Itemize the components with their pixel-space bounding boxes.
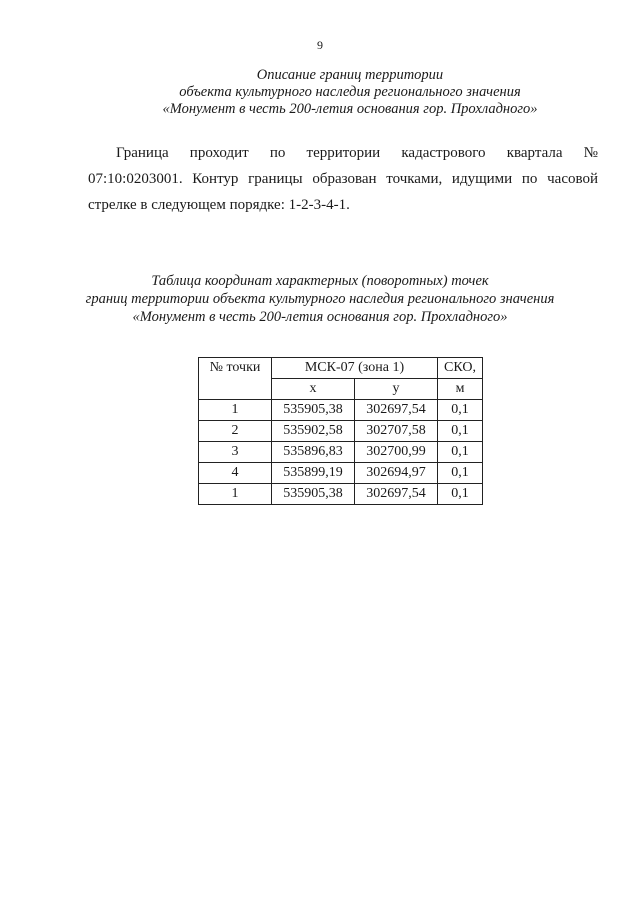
cell-y: 302694,97 — [355, 463, 438, 484]
table-row — [199, 421, 483, 442]
title-line-2: объекта культурного наследия регионального значения — [179, 84, 521, 100]
header-y: y — [355, 379, 438, 400]
cell-point: 4 — [199, 463, 272, 484]
table-row — [199, 484, 483, 505]
cell-point: 1 — [199, 400, 272, 421]
table-title-line-1: Таблица координат характерных (поворотных) точек — [151, 273, 489, 289]
cell-sko: 0,1 — [438, 484, 483, 505]
description-line-2: 07:10:0203001. Контур границы образован точками, идущими по часовой — [88, 171, 598, 187]
coordinates-table — [198, 357, 483, 505]
cell-sko: 0,1 — [438, 463, 483, 484]
cell-x: 535905,38 — [272, 484, 355, 505]
header-x: x — [272, 379, 355, 400]
page-number: 9 — [317, 38, 323, 52]
cell-sko: 0,1 — [438, 421, 483, 442]
cell-y: 302697,54 — [355, 484, 438, 505]
title-line-1: Описание границ территории — [256, 67, 444, 83]
table-row — [199, 400, 483, 421]
table-title-line-3: «Монумент в честь 200-летия основания гор. Прохладного» — [132, 309, 508, 325]
document-title — [60, 67, 640, 118]
title-line-3: «Монумент в честь 200-летия основания гор. Прохладного» — [162, 101, 538, 117]
table-row — [199, 442, 483, 463]
table-title — [0, 272, 640, 326]
cell-sko: 0,1 — [438, 400, 483, 421]
header-point: № точки — [199, 358, 272, 400]
cell-y: 302697,54 — [355, 400, 438, 421]
table-row — [199, 463, 483, 484]
boundary-description — [88, 140, 598, 218]
cell-point: 2 — [199, 421, 272, 442]
cell-y: 302707,58 — [355, 421, 438, 442]
table-header-row — [199, 358, 483, 379]
cell-sko: 0,1 — [438, 442, 483, 463]
header-system: МСК-07 (зона 1) — [272, 358, 438, 379]
description-line-3: стрелке в следующем порядке: 1-2-3-4-1. — [88, 197, 350, 213]
header-unit: м — [438, 379, 483, 400]
cell-point: 3 — [199, 442, 272, 463]
cell-x: 535896,83 — [272, 442, 355, 463]
cell-x: 535899,19 — [272, 463, 355, 484]
description-line-1: Граница проходит по территории кадастрового квартала № — [116, 145, 598, 161]
cell-x: 535905,38 — [272, 400, 355, 421]
cell-point: 1 — [199, 484, 272, 505]
header-sko: СКО, — [438, 358, 483, 379]
table-title-line-2: границ территории объекта культурного наследия регионального значения — [85, 291, 555, 307]
cell-x: 535902,58 — [272, 421, 355, 442]
cell-y: 302700,99 — [355, 442, 438, 463]
